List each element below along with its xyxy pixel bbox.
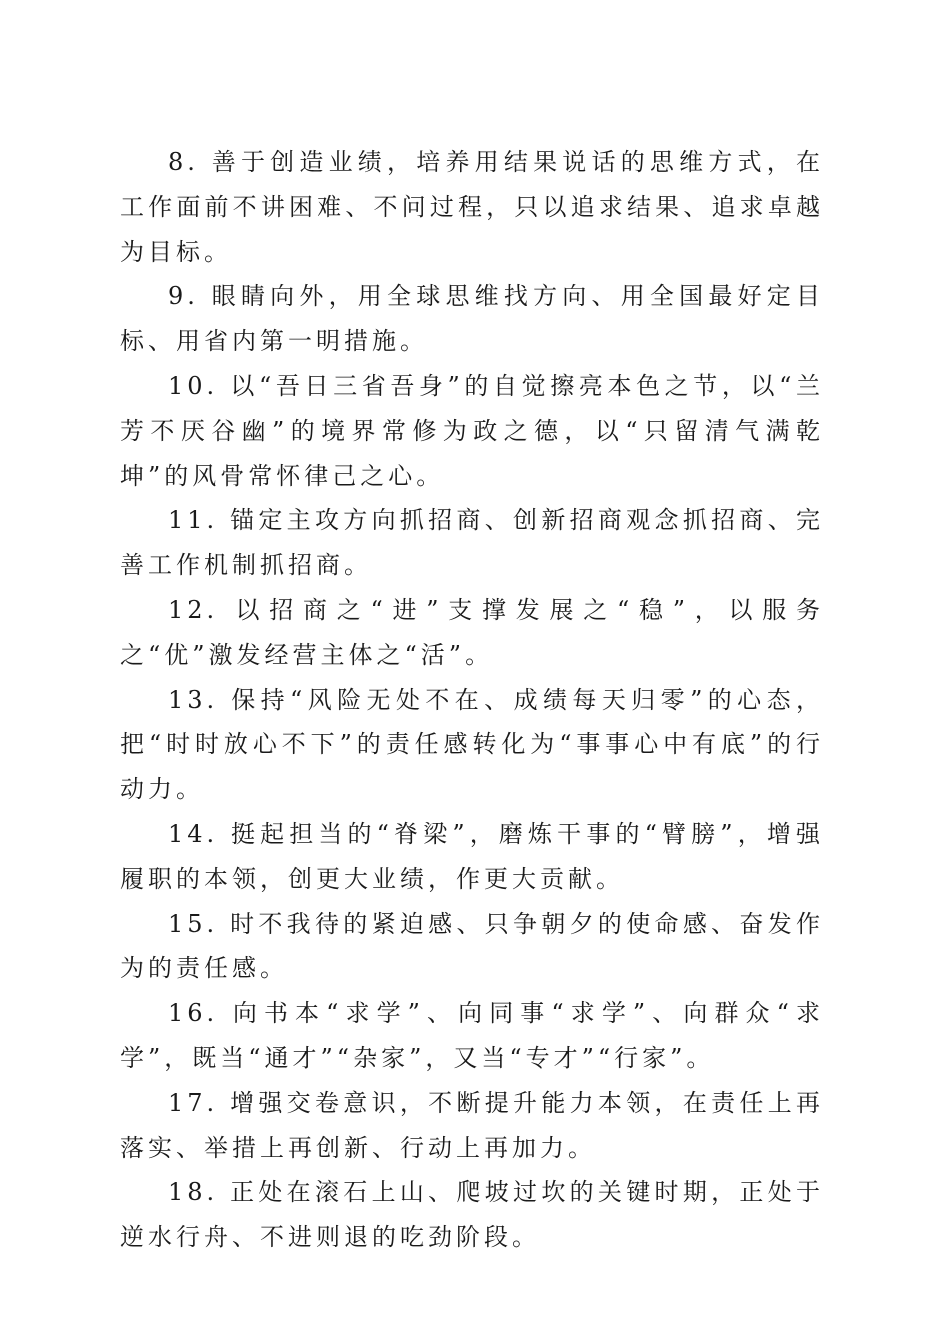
paragraph-item-16: 16. 向书本“求学”、向同事“求学”、向群众“求学”，既当“通才”“杂家”，又当“专才”“行家”。 [120,999,824,1072]
paragraph-item-8: 8. 善于创造业绩，培养用结果说话的思维方式，在工作面前不讲困难、不问过程，只以追求结果、追求卓越为目标。 [120,148,824,266]
paragraph-item-11: 11. 锚定主攻方向抓招商、创新招商观念抓招商、完善工作机制抓招商。 [120,506,824,580]
paragraph-item-9: 9. 眼睛向外，用全球思维找方向、用全国最好定目标、用省内第一明措施。 [120,282,824,356]
paragraph-item-15: 15. 时不我待的紧迫感、只争朝夕的使命感、奋发作为的责任感。 [120,909,824,983]
paragraph-item-18: 18. 正处在滚石上山、爬坡过坎的关键时期，正处于逆水行舟、不进则退的吃劲阶段。 [120,1178,824,1252]
paragraph-item-17: 17. 增强交卷意识，不断提升能力本领，在责任上再落实、举措上再创新、行动上再加力。 [120,1088,824,1162]
paragraph-item-10: 10. 以“吾日三省吾身”的自觉擦亮本色之节，以“兰芳不厌谷幽”的境界常修为政之德，以“只留清气满乾坤”的风骨常怀律己之心。 [120,371,824,490]
paragraph-item-12: 12. 以招商之“进”支撑发展之“稳”，以服务之“优”激发经营主体之“活”。 [120,595,824,669]
paragraph-item-14: 14. 挺起担当的“脊梁”，磨炼干事的“臂膀”，增强履职的本领，创更大业绩，作更大贡献。 [120,819,824,893]
paragraph-item-13: 13. 保持“风险无处不在、成绩每天归零”的心态，把“时时放心不下”的责任感转化为“事事心中有底”的行动力。 [120,685,824,804]
document-body [120,140,824,1260]
